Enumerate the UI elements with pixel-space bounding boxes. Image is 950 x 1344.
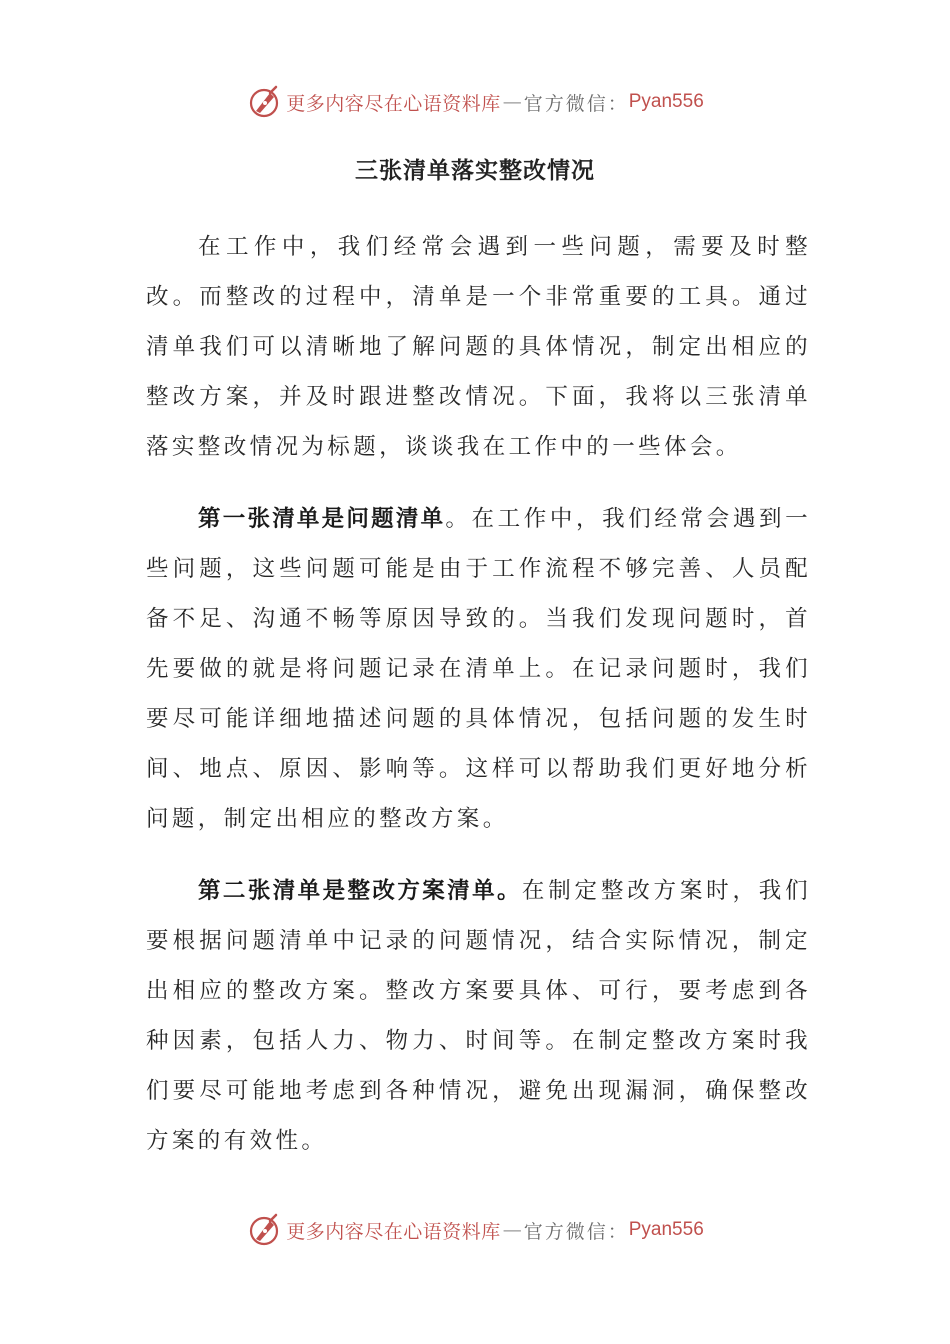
section-1-heading: 第一张清单是问题清单 <box>198 506 446 532</box>
banner-separator: — <box>502 1219 522 1241</box>
document-body <box>146 222 811 1166</box>
banner-separator: — <box>502 91 522 113</box>
wechat-id: Pyan556 <box>628 1219 704 1240</box>
brand-text: 更多内容尽在心语资料库 <box>286 92 501 115</box>
section-2-paragraph <box>146 866 811 1166</box>
wechat-id: Pyan556 <box>628 91 704 112</box>
section-2-heading: 第二张清单是整改方案清单。 <box>198 878 522 904</box>
section-1-paragraph <box>146 494 811 844</box>
section-1-text: 。在工作中，我们经常会遇到一些问题，这些问题可能是由于工作流程不够完善、人员配备不足、沟通不畅等原因导致的。当我们发现问题时，首先要做的就是将问题记录在清单上。在记录问题时，我们要尽可能详细地描述问题的具体情况，包括问题的发生时间、地点、原因、影响等。这样可以帮助我们更好地分析问题，制定出相应的整改方案。 <box>146 506 811 832</box>
section-2-text: 在制定整改方案时，我们要根据问题清单中记录的问题情况，结合实际情况，制定出相应的整改方案。整改方案要具体、可行，要考虑到各种因素，包括人力、物力、时间等。在制定整改方案时我们要尽可能地考虑到各种情况，避免出现漏洞，确保整改方案的有效性。 <box>146 878 811 1154</box>
pen-nib-circle-icon <box>246 1212 282 1248</box>
official-label: 官方微信： <box>523 1220 629 1243</box>
official-label: 官方微信： <box>523 92 629 115</box>
footer-banner <box>0 1210 950 1250</box>
brand-text: 更多内容尽在心语资料库 <box>286 1220 501 1243</box>
intro-paragraph: 在工作中，我们经常会遇到一些问题，需要及时整改。而整改的过程中，清单是一个非常重要的工具。通过清单我们可以清晰地了解问题的具体情况，制定出相应的整改方案，并及时跟进整改情况。下面，我将以三张清单落实整改情况为标题，谈谈我在工作中的一些体会。 <box>146 234 811 460</box>
header-banner <box>0 82 950 122</box>
pen-nib-circle-icon <box>246 84 282 120</box>
document-title: 三张清单落实整改情况 <box>355 158 595 184</box>
